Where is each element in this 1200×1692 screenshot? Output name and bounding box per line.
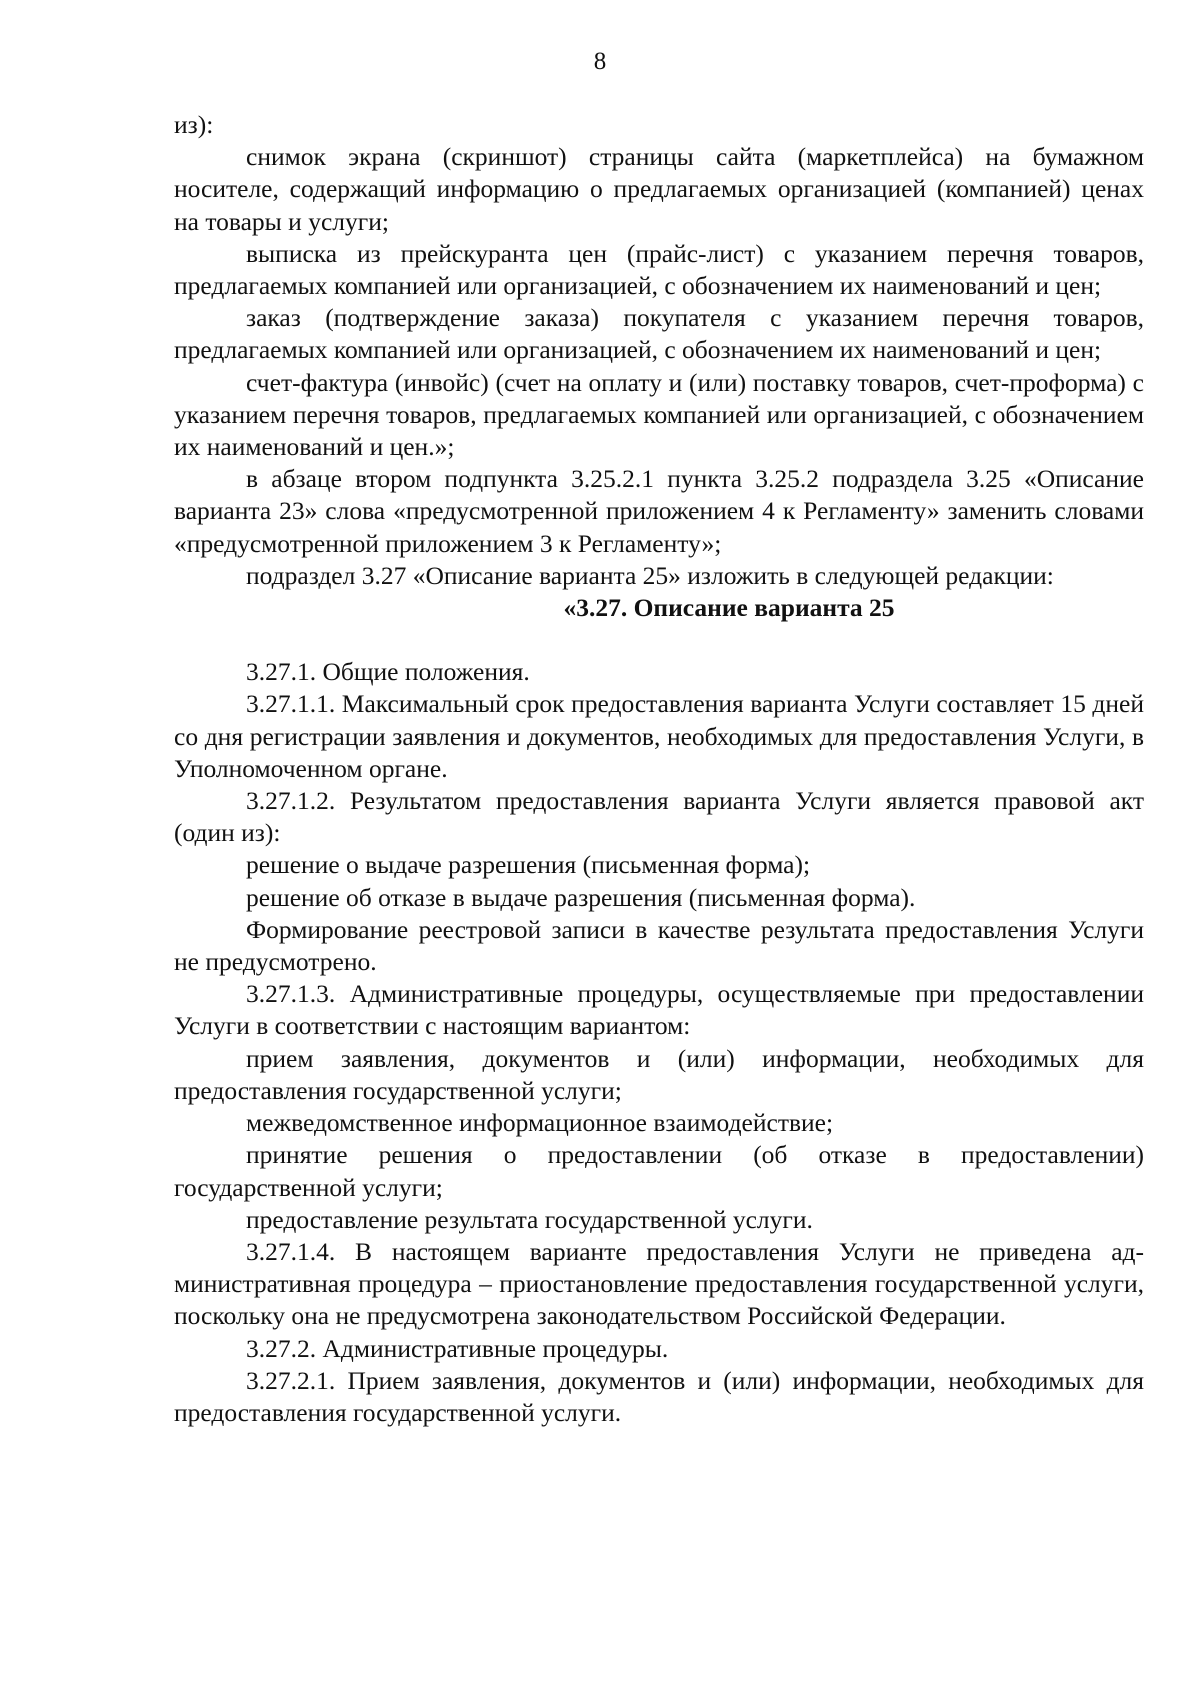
paragraph-3-27-2-1: 3.27.2.1. Прием заявления, документов и (или) информации, необходимых для предоставления государственной услуги. — [174, 1365, 1144, 1427]
paragraph-screenshot-item: снимок экрана (скриншот) страницы сайта (маркетплейса) на бумажном носителе, содержащий информацию о предлагаемых организацией (компанией) ценах на товары и услуги; — [174, 142, 1144, 236]
list-item-application-intake: прием заявления, документов и (или) информации, необходимых для предоставления государственной услуги; — [174, 1043, 1144, 1105]
page-number: 8 — [593, 48, 607, 75]
list-item-refusal-decision: решение об отказе в выдаче разрешения (письменная форма). — [246, 882, 916, 912]
paragraph-amendment-3-25: в абзаце втором подпункта 3.25.2.1 пункта 3.25.2 подраздела 3.25 «Описание варианта 23» слова «предусмотренной приложением 4 к Регламенту» заменить словами «предусмотренной приложением 3 к Регламенту»; — [174, 464, 1144, 558]
paragraph-3-27-1-4: 3.27.1.4. В настоящем варианте предоставления Услуги не приведена административная процедура – приостановление предоставления государственной услуги, поскольку она не предусмотрена законодательством Российской Федерации. — [174, 1236, 1144, 1331]
list-item-permit-decision: решение о выдаче разрешения (письменная форма); — [246, 850, 811, 880]
paragraph-3-27-1: 3.27.1. Общие положения. — [246, 657, 530, 687]
paragraph-price-list-item: выписка из прейскуранта цен (прайс-лист) с указанием перечня товаров, предлагаемых компанией или организацией, с обозначением их наименований и цен; — [174, 238, 1144, 301]
document-body — [174, 109, 1144, 1429]
list-item-decision-making: принятие решения о предоставлении (об отказе в предоставлении) государственной услуги; — [174, 1140, 1144, 1202]
paragraph-invoice-item: счет-фактура (инвойс) (счет на оплату и (или) поставку товаров, счет-проформа) с указанием перечня товаров, предлагаемых компанией или организацией, с обозначением их наименований и цен.»; — [174, 367, 1144, 462]
paragraph-3-27-1-3: 3.27.1.3. Административные процедуры, осуществляемые при предоставлении Услуги в соответствии с настоящим вариантом: — [174, 979, 1144, 1041]
section-heading: «3.27. Описание варианта 25 — [563, 593, 895, 623]
paragraph-3-27-1-1: 3.27.1.1. Максимальный срок предоставления варианта Услуги составляет 15 дней со дня регистрации заявления и документов, необходимых для предоставления Услуги, в Уполномоченном органе. — [174, 689, 1144, 783]
paragraph-order-item: заказ (подтверждение заказа) покупателя с указанием перечня товаров, предлагаемых компанией или организацией, с обозначением их наименований и цен; — [174, 303, 1144, 365]
paragraph-intro-tail: из): — [174, 110, 214, 139]
paragraph-amendment-3-27: подраздел 3.27 «Описание варианта 25» изложить в следующей редакции: — [246, 560, 1054, 590]
paragraph-registry-record: Формирование реестровой записи в качестве результата предоставления Услуги не предусмотрено. — [174, 914, 1144, 977]
list-item-interagency: межведомственное информационное взаимодействие; — [246, 1108, 834, 1138]
paragraph-3-27-2: 3.27.2. Административные процедуры. — [246, 1333, 669, 1363]
list-item-result-provision: предоставление результата государственной услуги. — [246, 1204, 813, 1234]
paragraph-3-27-1-2: 3.27.1.2. Результатом предоставления варианта Услуги является правовой акт (один из): — [174, 786, 1144, 848]
